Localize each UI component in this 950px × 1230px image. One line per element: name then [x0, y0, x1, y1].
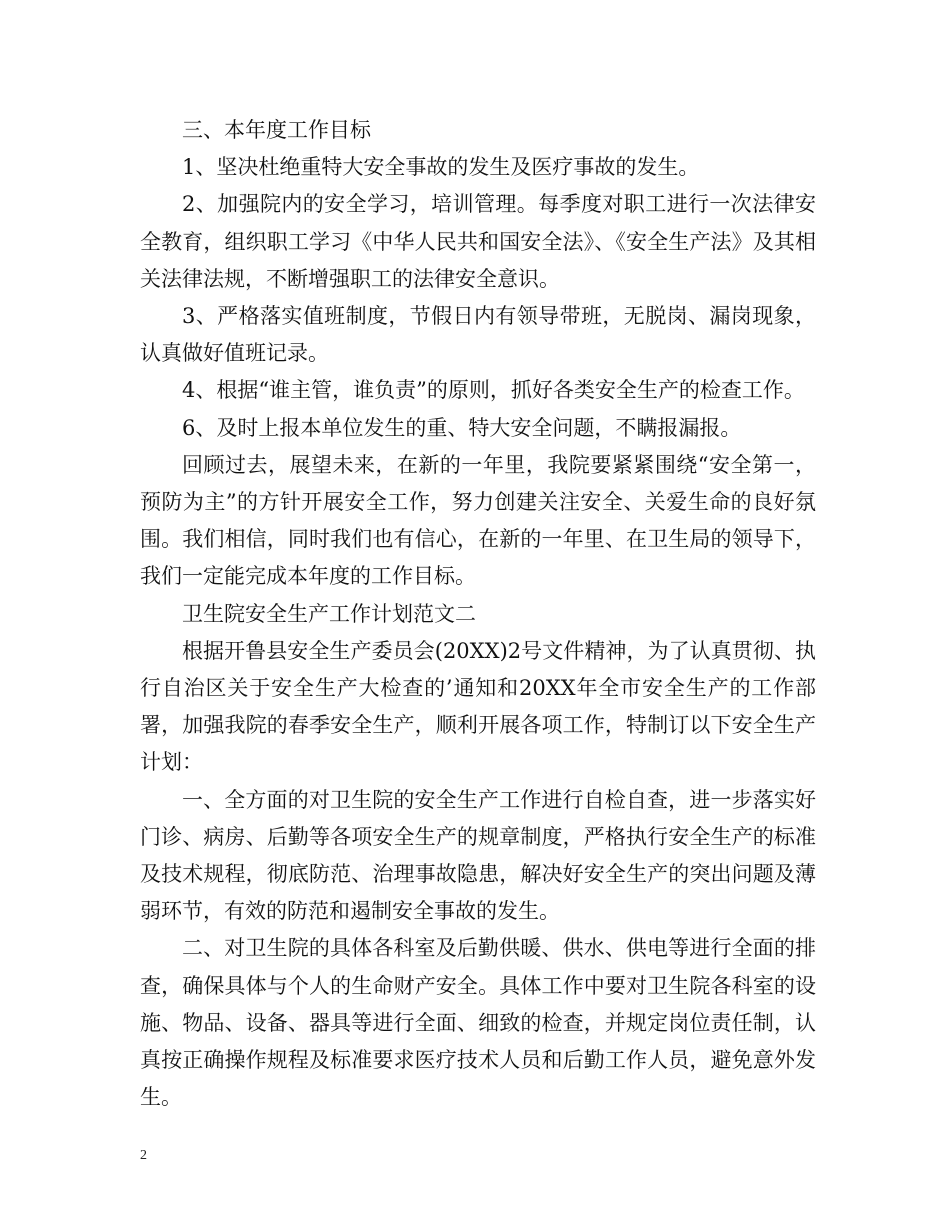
sample-two-title: 卫生院安全生产工作计划范文二	[182, 601, 476, 626]
goal-item-1: 1、坚决杜绝重特大安全事故的发生及医疗事故的发生。	[182, 155, 700, 180]
sample-two-intro: 根据开鲁县安全生产委员会(20XX)2号文件精神，为了认真贯彻、执行自治区关于安全生产大检查的’通知和20XX年全市安全生产的工作部署，加强我院的春季安全生产，顺利开展各项工作，特制订以下安全生产计划：	[140, 638, 816, 775]
plan-item-1: 一、全方面的对卫生院的安全生产工作进行自检自查，进一步落实好门诊、病房、后勤等各项安全生产的规章制度，严格执行安全生产的标准及技术规程，彻底防范、治理事故隐患，解决好安全生产的突出问题及薄弱环节，有效的防范和遏制安全事故的发生。	[140, 787, 816, 924]
document-body	[140, 112, 816, 1116]
goal-item-4: 4、根据“谁主管，谁负责”的原则，抓好各类安全生产的检查工作。	[182, 378, 805, 403]
goal-item-2: 2、加强院内的安全学习，培训管理。每季度对职工进行一次法律安全教育，组织职工学习《中华人民共和国安全法》、《安全生产法》及其相关法律法规，不断增强职工的法律安全意识。	[140, 192, 816, 291]
page-number: 2	[140, 1148, 147, 1163]
section-heading-goals: 三、本年度工作目标	[182, 118, 371, 142]
goal-item-6: 6、及时上报本单位发生的重、特大安全问题，不瞒报漏报。	[182, 415, 742, 440]
plan-item-2: 二、对卫生院的具体各科室及后勤供暖、供水、供电等进行全面的排查，确保具体与个人的生命财产安全。具体工作中要对卫生院各科室的设施、物品、设备、器具等进行全面、细致的检查，并规定岗位责任制，认真按正确操作规程及标准要求医疗技术人员和后勤工作人员，避免意外发生。	[140, 936, 816, 1110]
goal-item-3: 3、严格落实值班制度，节假日内有领导带班，无脱岗、漏岗现象，认真做好值班记录。	[140, 304, 816, 366]
conclusion-paragraph: 回顾过去，展望未来，在新的一年里，我院要紧紧围绕“安全第一，预防为主”的方针开展安全工作，努力创建关注安全、关爱生命的良好氛围。我们相信，同时我们也有信心，在新的一年里、在卫生局的领导下，我们一定能完成本年度的工作目标。	[140, 452, 816, 589]
